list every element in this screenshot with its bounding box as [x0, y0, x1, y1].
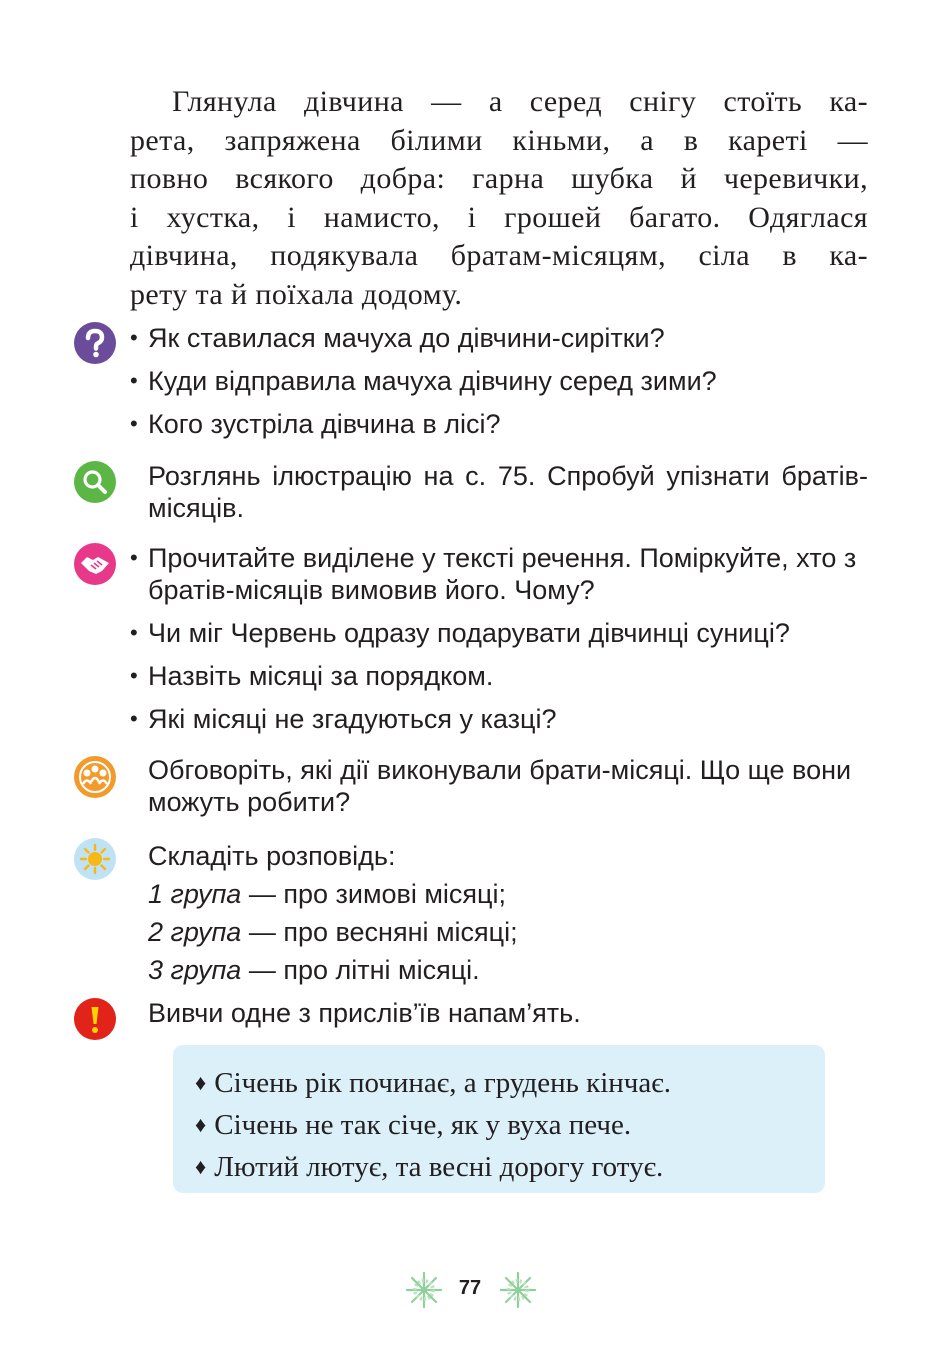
magnifier-icon — [74, 461, 116, 503]
group-label: 3 група — [148, 955, 242, 985]
group-text: — про літні місяці. — [241, 955, 480, 985]
story-line: Глянула дівчина — а серед снігу стоїть ка- — [172, 85, 868, 118]
question-item: • Кого зустріла дівчина в лісі? — [130, 408, 868, 440]
pair-task-item: • Назвіть місяці за порядком. — [130, 660, 868, 692]
question-item: • Куди відправила мачуха дівчину серед зими? — [130, 365, 868, 397]
story-text — [130, 83, 868, 314]
proverb-item — [195, 1147, 825, 1189]
pair-task-item: • Чи міг Червень одразу подарувати дівчинці суниці? — [130, 617, 868, 649]
story-line: і хустка, і намисто, і грошей багато. Одяглася — [130, 200, 868, 234]
page-footer — [400, 1270, 540, 1310]
group-text: — про весняні місяці; — [241, 917, 518, 947]
page-number: 77 — [458, 1277, 482, 1299]
diamond-bullet-icon: ♦ — [195, 1154, 207, 1179]
proverb-item — [195, 1105, 825, 1147]
question-icon — [74, 322, 116, 364]
group-line — [130, 951, 868, 989]
snowflake-ornament-icon — [498, 1270, 538, 1310]
handshake-icon — [74, 543, 116, 585]
snowflake-ornament-icon — [404, 1270, 444, 1310]
memorize-task-text: Вивчи одне з прислів’їв напам’ять. — [148, 998, 581, 1028]
story-task-title: Складіть розповідь: — [148, 841, 396, 871]
story-line: рета, запряжена білими кіньми, а в кареті — — [130, 123, 868, 157]
proverb-text: Січень рік починає, а грудень кінчає. — [214, 1067, 671, 1099]
pair-tasks-list — [130, 542, 868, 746]
illustration-task — [130, 460, 868, 524]
diamond-bullet-icon: ♦ — [195, 1070, 207, 1095]
pair-task-item: • Які місяці не згадуються у казці? — [130, 703, 868, 735]
story-task — [130, 837, 868, 989]
group-line — [130, 913, 868, 951]
proverbs-box — [173, 1045, 825, 1193]
pair-task-item: • Прочитайте виділене у тексті речення. Поміркуйте, хто з братів-місяців вимовив його. Чому? — [130, 542, 868, 606]
illustration-task-text: Розглянь ілюстрацію на с. 75. Спробуй упізнати братів-місяців. — [148, 461, 868, 523]
story-line: дівчина, подякувала братам-місяцям, сіла в ка- — [130, 239, 868, 272]
group-icon — [74, 756, 116, 798]
proverb-text: Лютий лютує, та весні дорогу готує. — [214, 1151, 664, 1183]
memorize-task — [130, 997, 868, 1029]
story-line: повно всякого добра: гарна шубка й черевички, — [130, 162, 868, 195]
story-line: рету та й поїхала додому. — [130, 277, 463, 311]
proverb-text: Січень не так січе, як у вуха пече. — [214, 1109, 632, 1141]
diamond-bullet-icon: ♦ — [195, 1112, 207, 1137]
group-line — [130, 875, 868, 913]
group-label: 2 група — [148, 917, 242, 947]
group-text: — про зимові місяці; — [241, 879, 507, 909]
question-item: • Як ставилася мачуха до дівчини-сирітки? — [130, 322, 868, 354]
group-label: 1 група — [148, 879, 242, 909]
exclamation-icon — [74, 998, 116, 1040]
discuss-task — [130, 754, 868, 818]
proverb-item — [195, 1063, 825, 1105]
discuss-task-text: Обговоріть, які дії виконували брати-місяці. Що ще вони можуть робити? — [148, 755, 852, 817]
questions-list — [130, 322, 868, 451]
sun-icon — [74, 838, 116, 880]
